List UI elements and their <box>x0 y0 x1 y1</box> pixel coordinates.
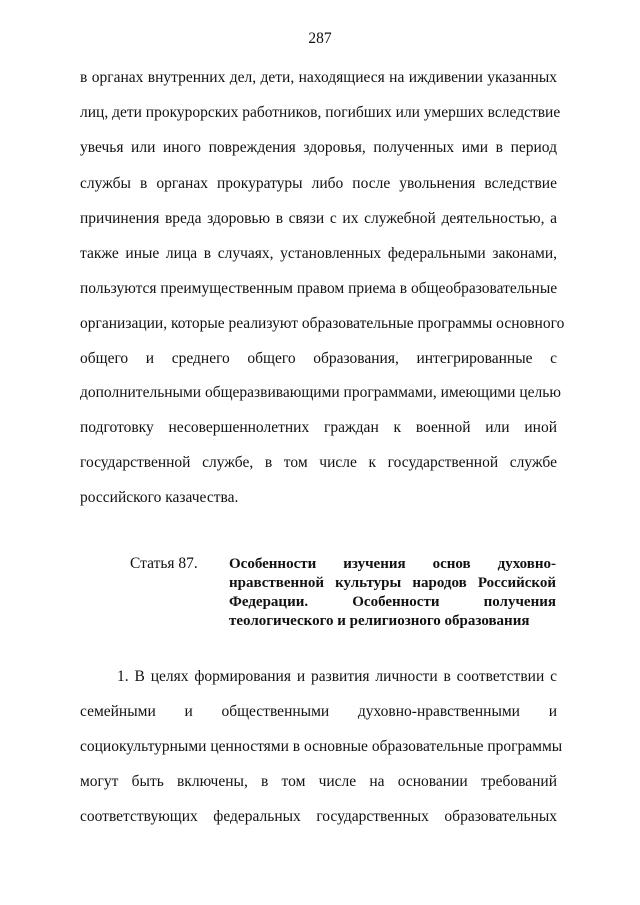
article-title-line: Федерации. Особенности получения <box>229 594 556 610</box>
text-line: дополнительными общеразвивающими программами, имеющими целью <box>80 384 561 401</box>
article-title-line: нравственной культуры народов Российской <box>229 575 556 591</box>
article-title-line: теологического и религиозного образования <box>229 613 530 629</box>
text-line: лиц, дети прокурорских работников, погибших или умерших вследствие <box>80 104 561 121</box>
text-line: соответствующих федеральных государственных образовательных <box>80 808 557 825</box>
article-number: Статья 87. <box>130 555 198 572</box>
text-line: 1. В целях формирования и развития личности в соответствии с <box>117 668 557 685</box>
text-line: российского казачества. <box>80 489 239 506</box>
text-line: также иные лица в случаях, установленных федеральными законами, <box>80 245 557 262</box>
text-line: в органах внутренних дел, дети, находящиеся на иждивении указанных <box>80 69 557 86</box>
text-line: службы в органах прокуратуры либо после увольнения вследствие <box>80 175 557 192</box>
article-title-line: Особенности изучения основ духовно- <box>229 556 556 572</box>
text-line: причинения вреда здоровью в связи с их служебной деятельностью, а <box>80 210 557 227</box>
article-title <box>229 555 556 631</box>
text-line: пользуются преимущественным правом приема в общеобразовательные <box>80 280 558 297</box>
page-number: 287 <box>308 30 332 47</box>
text-line: организации, которые реализуют образовательные программы основного <box>80 315 565 332</box>
text-line: государственной службе, в том числе к государственной службе <box>80 454 557 471</box>
text-line: общего и среднего общего образования, интегрированные с <box>80 350 557 367</box>
text-line: увечья или иного повреждения здоровья, полученных ими в период <box>80 139 557 156</box>
text-line: социокультурными ценностями в основные образовательные программы <box>80 738 563 755</box>
text-line: семейными и общественными духовно-нравственными и <box>80 703 557 720</box>
text-line: подготовку несовершеннолетних граждан к военной или иной <box>80 419 557 436</box>
text-line: могут быть включены, в том числе на основании требований <box>80 773 557 790</box>
